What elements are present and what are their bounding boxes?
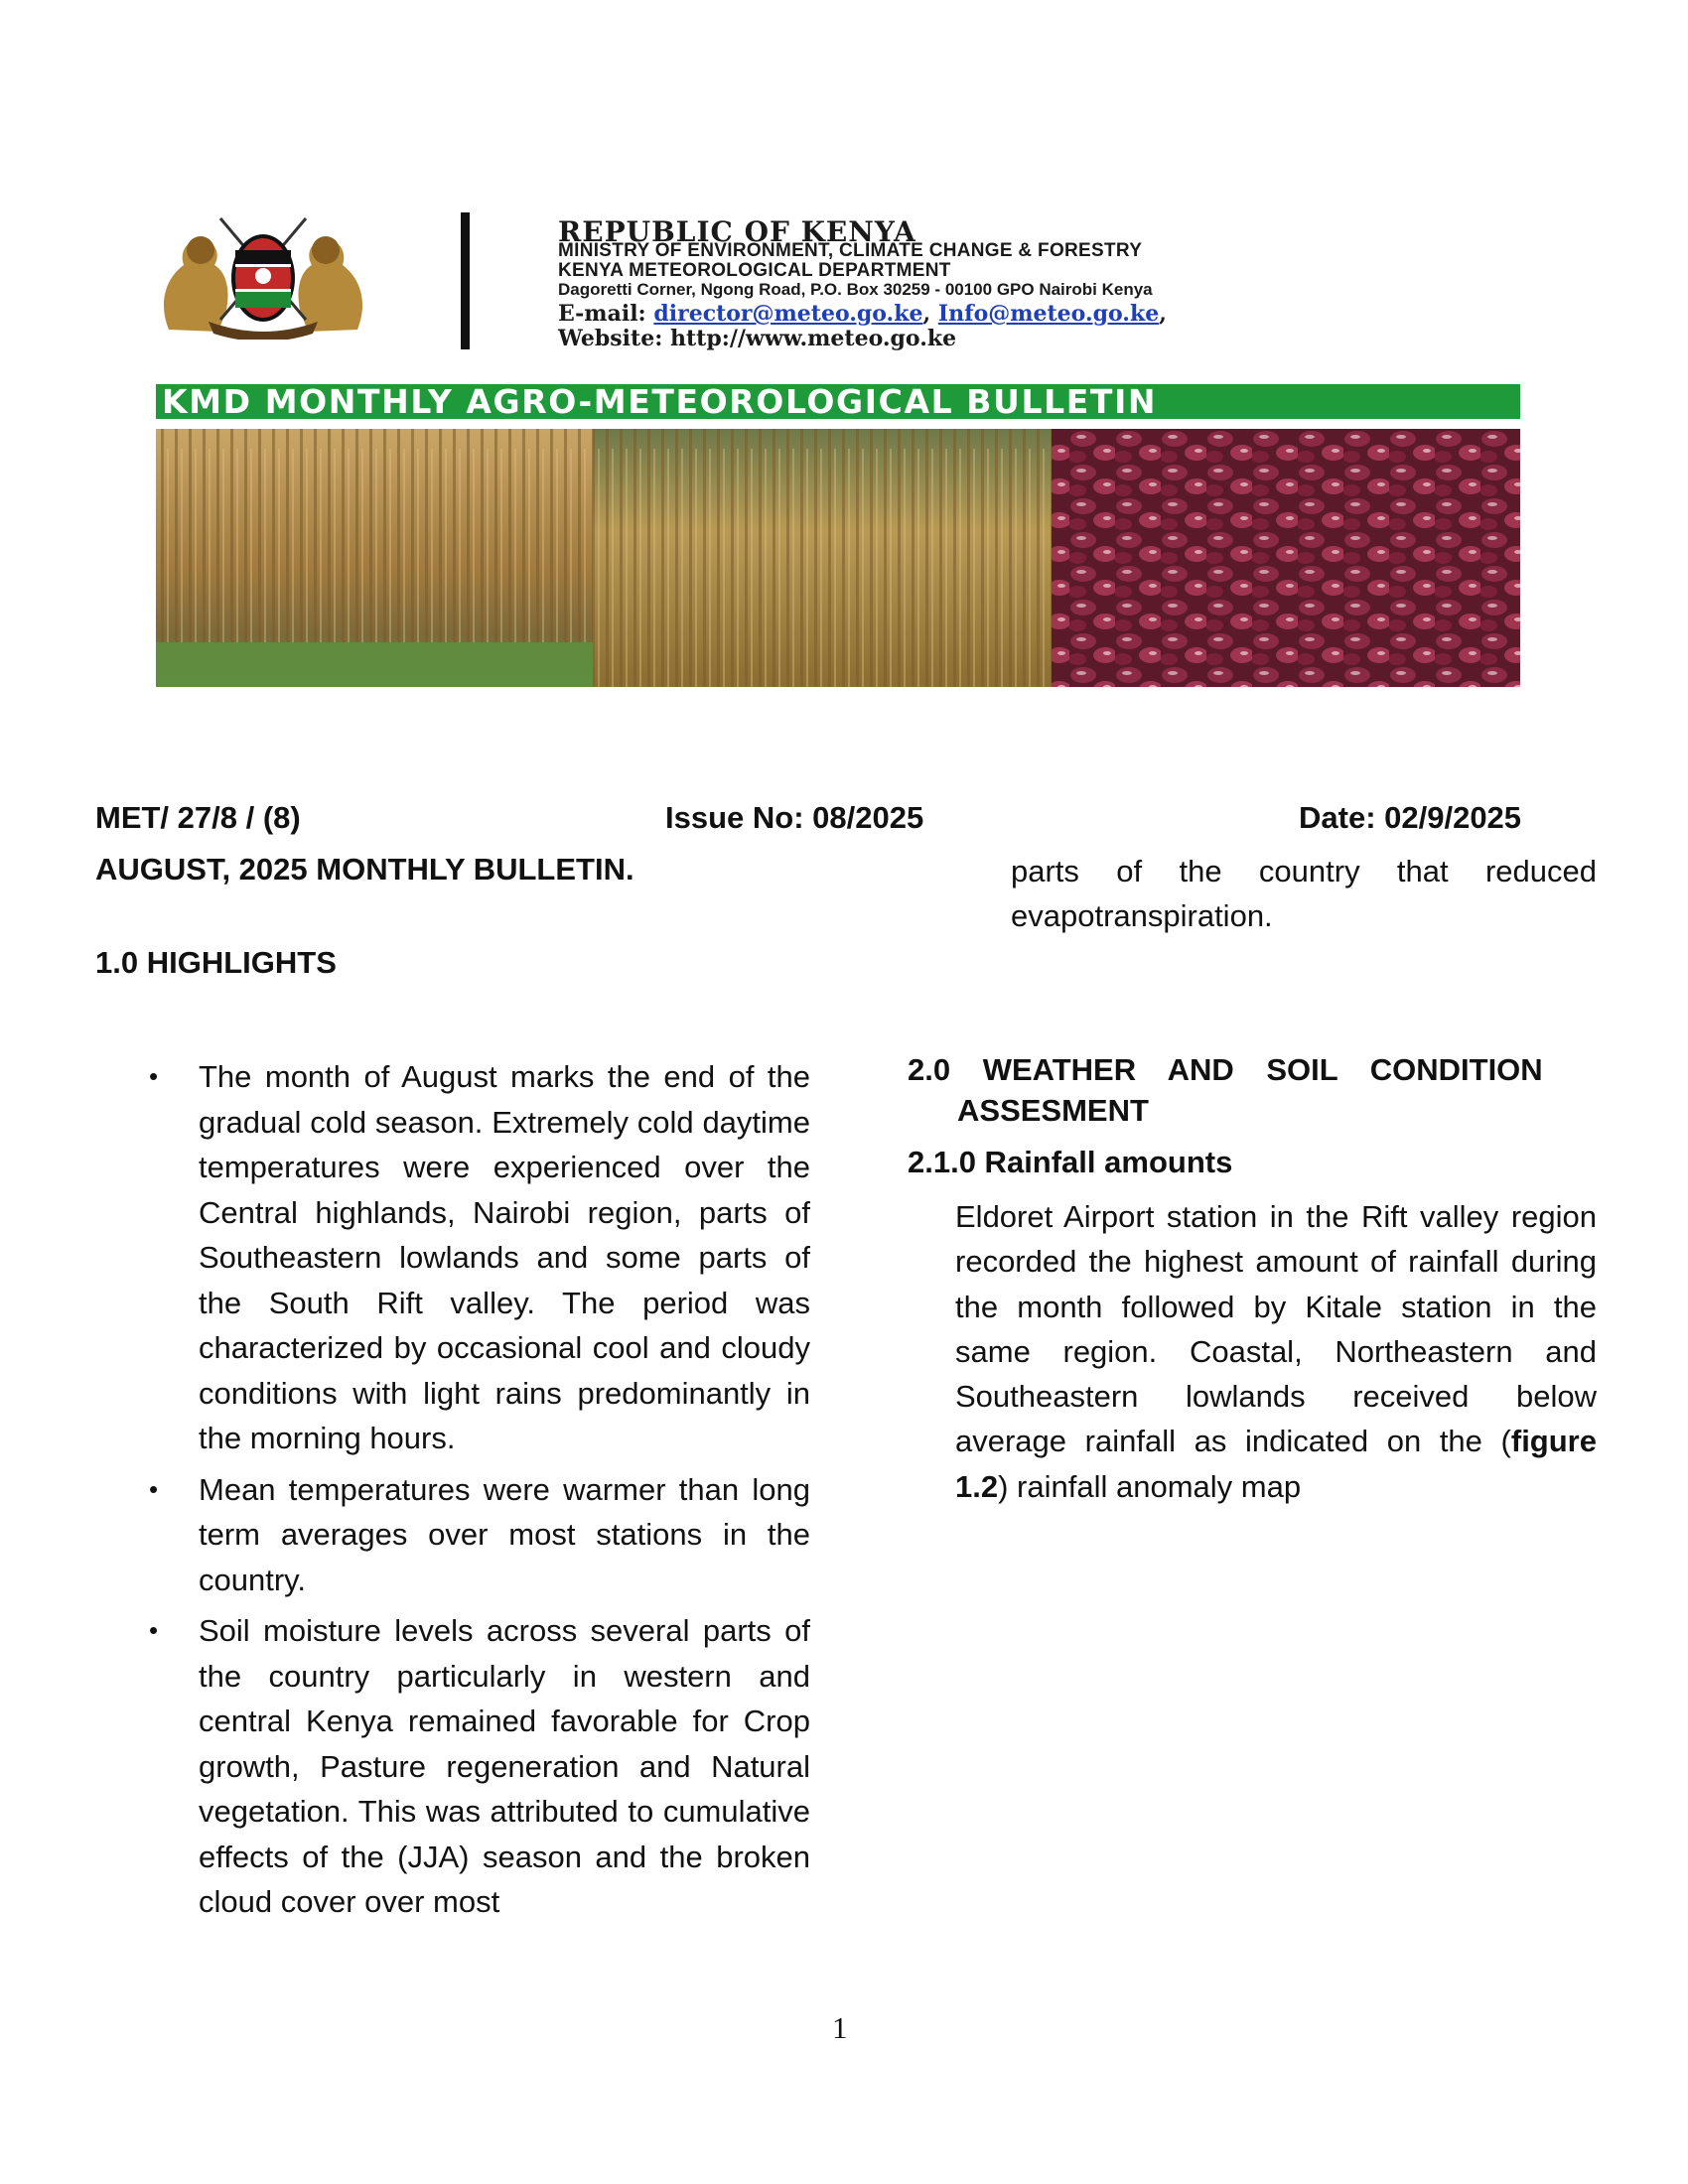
letterhead-ministry: MINISTRY OF ENVIRONMENT, CLIMATE CHANGE & FORESTRY [558, 240, 1143, 261]
red-kidney-beans-photo [1052, 429, 1520, 687]
letterhead-address: Dagoretti Corner, Ngong Road, P.O. Box 30259 - 00100 GPO Nairobi Kenya [558, 280, 1153, 299]
highlight-item [149, 1054, 810, 1461]
figure-reference: figure 1.2 [955, 1424, 1597, 1504]
highlights-heading: 1.0 HIGHLIGHTS [95, 945, 337, 980]
document-reference: MET/ 27/8 / (8) [95, 800, 301, 835]
kenya-coat-of-arms-icon [149, 210, 377, 340]
email-link-director[interactable]: director@meteo.go.ke [653, 301, 923, 327]
rainfall-text-after: ) rainfall anomaly map [998, 1468, 1302, 1504]
issue-number: Issue No: 08/2025 [665, 800, 924, 835]
rainfall-text-before: Eldoret Airport station in the Rift valley region recorded the highest amount of rainfall during the month followed by Kitale station in the same region. Coastal, Northeastern and Southeastern lowlands received below average rainfall as indicated on the ( [955, 1199, 1597, 1459]
email-separator: , [922, 301, 931, 327]
bullet-icon: • [149, 1615, 159, 1645]
page-number: 1 [832, 2010, 848, 2045]
highlight-item [149, 1467, 810, 1603]
highlight-item [149, 1608, 810, 1925]
website-link[interactable]: http://www.meteo.go.ke [670, 326, 957, 351]
letterhead-email-row [558, 303, 1167, 325]
letterhead-website-row [558, 328, 956, 349]
website-label: Website: [558, 326, 663, 351]
rainfall-paragraph [955, 1194, 1597, 1509]
bulletin-banner: KMD MONTHLY AGRO-METEOROLOGICAL BULLETIN [156, 384, 1520, 419]
weather-section-heading-cont: ASSESMENT [957, 1093, 1149, 1128]
highlight-text: Mean temperatures were warmer than long term averages over most stations in the country. [199, 1471, 810, 1597]
letterhead-department: KENYA METEOROLOGICAL DEPARTMENT [558, 260, 951, 281]
letterhead-divider [461, 212, 470, 349]
letterhead-republic: REPUBLIC OF KENYA [558, 215, 916, 248]
highlight-text: The month of August marks the end of the gradual cold season. Extremely cold daytime temperatures were experienced over the Central highlands, Nairobi region, parts of Southeastern lowlands and some parts of the South Rift valley. The period was characterized by occasional cool and cloudy conditions with light rains predominantly in the morning hours. [199, 1059, 810, 1455]
rainfall-subheading: 2.1.0 Rainfall amounts [908, 1145, 1233, 1179]
bullet-icon: • [149, 1061, 159, 1091]
highlight-continuation: parts of the country that reduced evapotranspiration. [1011, 854, 1597, 933]
highlight-text: Soil moisture levels across several parts of the country particularly in western and central Kenya remained favorable for Crop growth, Pasture regeneration and Natural vegetation. This was attributed to cumulative effects of the (JJA) season and the broken cloud cover over most [199, 1613, 810, 1919]
bullet-icon: • [149, 1473, 159, 1504]
bulletin-date: Date: 02/9/2025 [1299, 800, 1522, 835]
bulletin-title: AUGUST, 2025 MONTHLY BULLETIN. [95, 852, 634, 887]
email-end: , [1159, 301, 1167, 327]
banner-photo-strip [156, 429, 1520, 687]
weather-section-heading: 2.0 WEATHER AND SOIL CONDITION [908, 1052, 1543, 1087]
email-link-info[interactable]: Info@meteo.go.ke [937, 301, 1160, 327]
email-label: E-mail: [558, 301, 646, 327]
maize-stalks-photo [593, 429, 1052, 687]
maize-field-photo [156, 429, 593, 687]
highlights-list [149, 1054, 810, 1931]
